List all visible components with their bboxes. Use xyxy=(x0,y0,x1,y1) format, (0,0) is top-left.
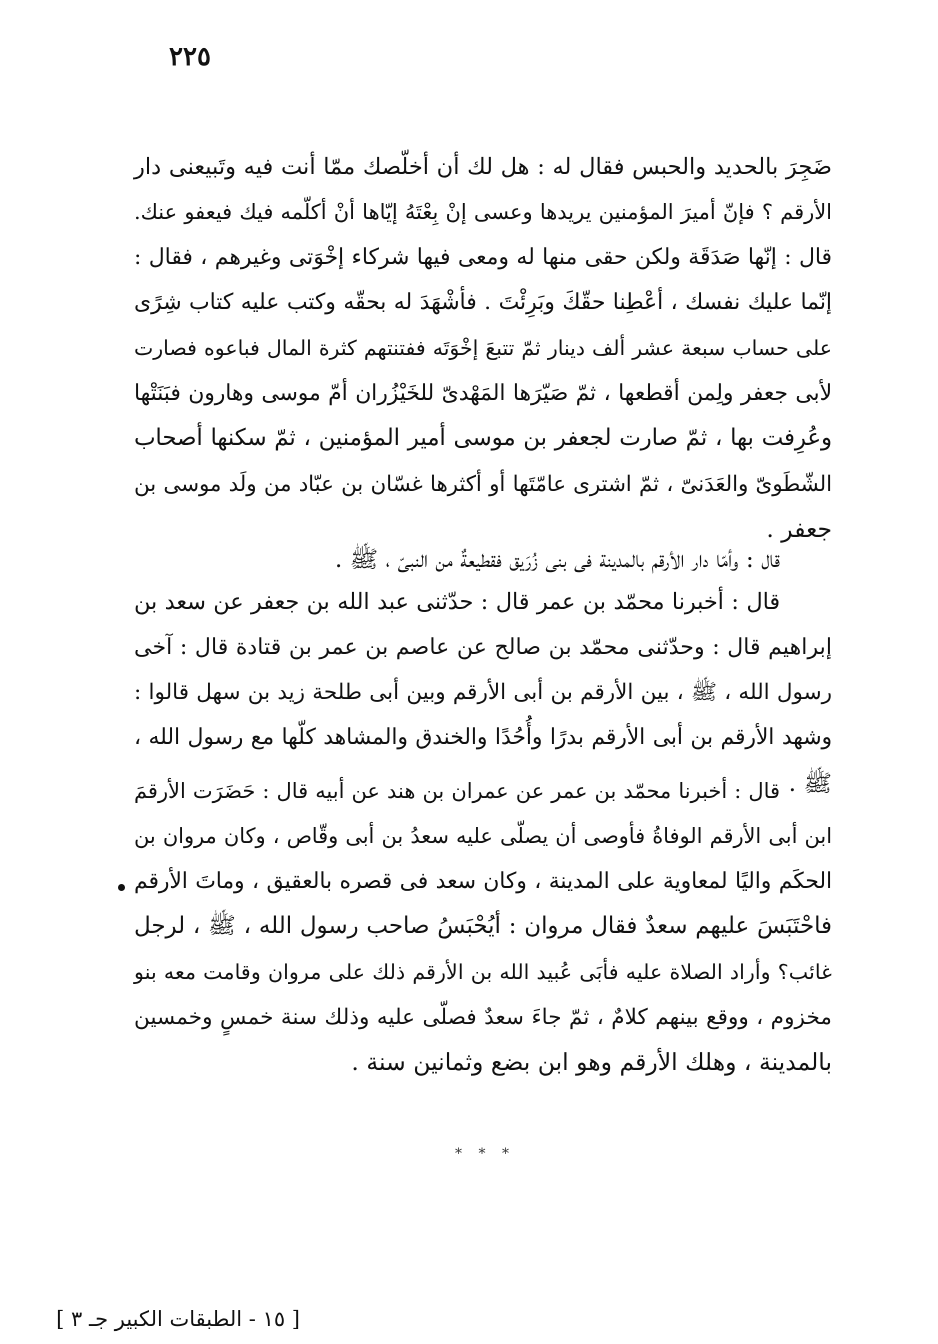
text-line: قال : أخبرنا محمّد بن عمر عن عمران بن هند عن أبيه قال : حَضَرَت الأرقمَ xyxy=(134,778,780,803)
text-line: ابن أبى الأرقم الوفاةُ فأوصى أن يصلّى عليه سعدُ بن أبى وقّاص ، وكان مروان بن xyxy=(134,823,832,848)
text-line: وعُرِفت بها ، ثمّ صارت لجعفر بن موسى أمير المؤمنين ، ثمّ سكنها أصحاب xyxy=(134,425,832,452)
text-line: قال : إنّها صَدَقَة ولكن حقى منها له ومعى فيها شركاء إخْوَتى وغيرهم ، فقال : xyxy=(134,245,832,271)
text-line: وشهد الأرقم بن أبى الأرقم بدرًا وأُحُدًا والخندق والمشاهد كلّها مع رسول الله ، xyxy=(134,725,832,751)
text-line: جعفر . xyxy=(766,514,832,543)
text-line: ﷺ . xyxy=(788,768,832,797)
text-line: إنّما عليك نفسك ، أعْطِنا حقّكَ وبَرِئْتَ . فأشْهَدَ له بحقّه وكتب عليه كتاب شِرًى xyxy=(134,290,832,316)
paragraph-4 xyxy=(134,769,832,1086)
text-line: الأرقم ؟ فإنّ أميرَ المؤمنين يريدها وعسى إنْ بِعْتَهُ إيّاها أنْ أكلّمه فيك فيعفو عنك. xyxy=(134,199,832,224)
footer-signature: [ ١٥ - الطبقات الكبير جـ ٣ ] xyxy=(56,1307,300,1331)
text-line: بالمدينة ، وهلك الأرقم وهو ابن بضع وثمانين سنة . xyxy=(351,1048,832,1077)
text-line: فاحْتَبَسَ عليهم سعدٌ فقال مروان : أيُحْبَسُ صاحب رسول الله ، ﷺ ، لرجل xyxy=(134,913,832,940)
text-line: قال : أخبرنا محمّد بن عمر قال : حدّثنى عبد الله بن جعفر عن سعد بن xyxy=(134,588,780,615)
text-line: الحكَم واليًا لمعاوية على المدينة ، وكان سعد فى قصره بالعقيق ، وماتَ الأرقم xyxy=(134,869,832,895)
text-line: قال : وأمّا دار الأرقم بالمدينة فى بنى زُرَيق فقطيعةٌ من النبىّ ، ﷺ . xyxy=(334,544,780,573)
text-line: مخزوم ، ووقع بينهم كلامٌ ، ثمّ جاءَ سعدٌ فصلّى عليه وذلك سنة خمسٍ وخمسين xyxy=(134,1004,832,1030)
section-separator: * * * xyxy=(455,1146,515,1162)
text-line: ضَجِرَ بالحديد والحبس فقال له : هل لك أن أخلّصك ممّا أنت فيه وتَبيعنى دار xyxy=(134,153,832,180)
text-line: لأبى جعفر ولِمن أقطعها ، ثمّ صَيّرَها المَهْدىّ للخَيْزُران أمّ موسى وهارون فبَنَتْها xyxy=(134,380,832,406)
text-line: الشّطَوىّ والعَدَنىّ ، ثمّ اشترى عامّتَها أو أكثرها غسّان بن عبّاد من ولَد موسى بن xyxy=(134,471,832,497)
margin-dot xyxy=(118,884,125,891)
text-line: رسول الله ، ﷺ ، بين الأرقم بن أبى الأرقم وبين أبى طلحة زيد بن سهل قالوا : xyxy=(134,680,832,706)
page-number: ٢٢٥ xyxy=(169,42,211,72)
text-line: غائب؟ وأراد الصلاة عليه فأبَى عُبيد الله بن الأرقم ذلك على مروان وقامت معه بنو xyxy=(134,959,832,984)
paragraph-2 xyxy=(134,537,832,582)
text-line: على حساب سبعة عشر ألف دينار ثمّ تتبعَ إخْوَتَه ففتنتهم كثرة المال فباعوه فصارت xyxy=(134,335,832,360)
paragraph-1 xyxy=(134,145,832,553)
text-line: إبراهيم قال : وحدّثنى محمّد بن صالح عن عاصم بن عمر بن قتادة قال : آخى xyxy=(134,633,832,660)
